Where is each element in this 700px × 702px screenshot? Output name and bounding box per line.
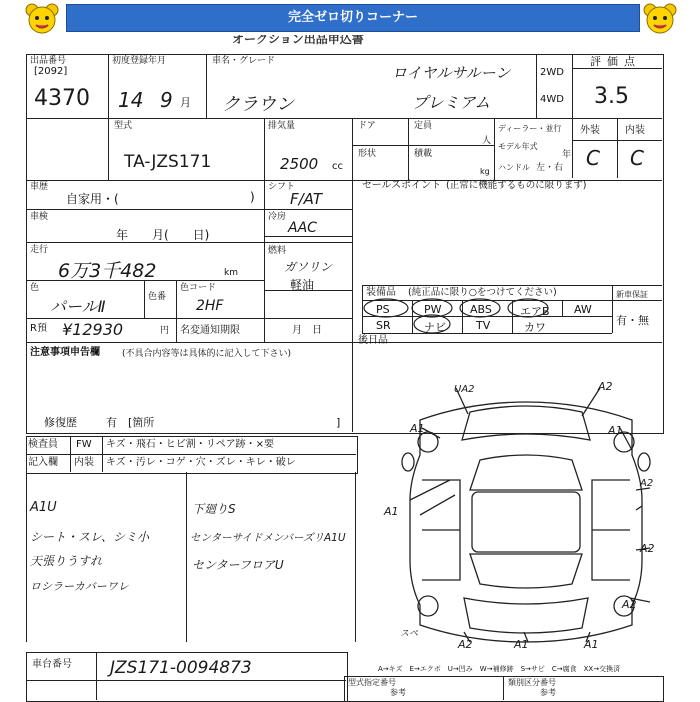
car-history-label: 車歴	[30, 182, 49, 192]
lot-number: 4370	[34, 86, 90, 111]
chassis-value: JZS171-0094873	[110, 658, 252, 678]
mascot-right-icon	[642, 2, 678, 36]
equipment-tv: TV	[476, 319, 491, 332]
note-right-3: センターフロアU	[192, 558, 284, 572]
fill-label: 記入欄	[28, 457, 58, 468]
repair-value: 有 [箇所	[106, 416, 155, 429]
diag-mark-a1-right: A1	[608, 424, 623, 437]
model-year-label: モデル年式	[498, 142, 538, 151]
warranty-value: 有・無	[616, 314, 649, 327]
interior-items: キズ・汚レ・コゲ・穴・ズレ・キレ・破レ	[106, 457, 296, 468]
exterior-label: 外装	[580, 125, 600, 136]
cc-unit: cc	[332, 161, 343, 172]
month-unit: 月	[180, 96, 191, 109]
rear-label: 後日品	[358, 335, 388, 346]
aircon-label: 冷房	[268, 212, 287, 222]
color-value: パールⅡ	[50, 297, 106, 316]
handle-value: 左・右	[536, 163, 564, 173]
diag-mark-a1-bottom: A1	[514, 638, 529, 651]
note-left-2: シート・スレ、シミ小	[30, 530, 150, 544]
mascot-left-icon	[24, 2, 60, 36]
fw-label: FW	[76, 439, 92, 450]
recycle-value: ¥12930	[62, 320, 124, 339]
first-reg-label: 初度登録年月	[112, 56, 167, 66]
notes-label: 注意事項申告欄	[30, 347, 100, 358]
person-unit: 人	[482, 136, 492, 146]
color-code-label: 色コード	[180, 283, 217, 293]
reference-label-1: 参考	[390, 688, 406, 697]
equipment-hint: (純正品に限り○をつけてください)	[408, 287, 557, 298]
year-unit: 年	[562, 150, 572, 160]
repair-close: ]	[336, 416, 341, 429]
car-history-value: 自家用・(	[66, 192, 119, 206]
inspector-label: 検査員	[28, 439, 58, 450]
first-reg-year: 14	[118, 88, 144, 112]
dealer-label: ディーラー・並行	[498, 124, 562, 133]
equipment-navi: ナビ	[424, 321, 446, 334]
equipment-circles	[360, 296, 560, 346]
first-reg-month: 9	[160, 88, 173, 112]
equipment-ps: PS	[376, 303, 390, 316]
new-car-warranty-label: 新車保証	[616, 290, 648, 299]
note-left-4: ロシラーカバーワレ	[30, 580, 129, 593]
interior-label: 内装	[625, 125, 645, 136]
displacement-value: 2500	[280, 155, 319, 173]
note-left-3: 天張りうすれ	[30, 554, 103, 568]
fuel-label: 燃料	[268, 246, 287, 256]
note-right-1: 下廻りS	[192, 502, 236, 516]
diag-mark-a2-mid: A2	[640, 542, 655, 555]
inspection-label: 車検	[30, 212, 49, 222]
interior-grade: C	[630, 146, 644, 170]
equipment-sr: SR	[376, 319, 391, 332]
equipment-aw: AW	[574, 303, 592, 316]
recycle-label: R預	[30, 323, 47, 334]
type-label: 型式	[114, 121, 133, 131]
chassis-label: 車台番号	[32, 659, 72, 670]
fuel-diesel: 軽油	[290, 278, 315, 292]
yen-unit: 円	[160, 326, 170, 336]
repair-label: 修復歴	[44, 416, 77, 429]
diag-mark-a1-door: A1	[384, 505, 399, 518]
header-partial: オークション出品申込書	[232, 32, 364, 46]
shape-label: 形状	[358, 149, 377, 159]
diag-mark-a2-bottom: A2	[458, 638, 473, 651]
car-name: クラウン	[222, 94, 294, 115]
drive-2wd: 2WD	[540, 67, 564, 78]
equipment-label: 装備品	[366, 287, 396, 298]
color-code-value: 2HF	[196, 298, 224, 314]
load-label: 積載	[414, 149, 433, 159]
diag-mark-a2-rear: A2	[622, 598, 637, 611]
model-label: 車名・グレード	[212, 56, 276, 66]
drive-4wd: 4WD	[540, 94, 564, 105]
equipment-airbag: エアB	[520, 305, 550, 318]
lot-label: 出品番号	[30, 56, 67, 66]
diag-mark-spare: スペ	[400, 629, 419, 639]
name-change-label: 名変通知期限	[180, 325, 240, 336]
diag-mark-a2-top: A2	[598, 380, 613, 393]
diag-mark-a1-left: A1	[410, 422, 425, 435]
grade-line2: プレミアム	[412, 93, 491, 112]
aircon-value: AAC	[288, 220, 317, 236]
note-left-1: A1U	[30, 500, 57, 515]
handle-label: ハンドル	[498, 163, 530, 172]
type-designation-label: 型式指定番号	[348, 678, 396, 687]
fw-items: キズ・飛石・ヒビ割・リペア跡・×要	[106, 439, 274, 450]
shift-label: シフト	[268, 182, 296, 192]
mileage-label: 走行	[30, 245, 49, 255]
score-label: 評価点	[590, 55, 641, 68]
type-value: TA-JZS171	[124, 152, 212, 172]
chassis-legend: A→キズ E→エクボ U→凹み W→補修跡 S→サビ C→腐食 XX→交換済	[378, 665, 621, 673]
km-unit: km	[224, 268, 238, 278]
door-label: ドア	[358, 121, 376, 131]
car-history-close: )	[250, 190, 255, 204]
note-right-2: センターサイドメンバーズリA1U	[190, 532, 346, 544]
diag-mark-ua2: UA2	[454, 384, 475, 395]
fuel-value: ガソリン	[284, 260, 333, 274]
banner-title: 完全ゼロ切りコーナー	[66, 4, 640, 32]
equipment-pw: PW	[424, 303, 442, 316]
score: 3.5	[594, 84, 629, 109]
notes-hint: (不具合内容等は具体的に記入して下さい)	[122, 349, 292, 359]
sales-points-hint: (正常に機能するものに限ります)	[446, 180, 587, 191]
color-no-label: 色番	[148, 292, 167, 302]
diag-mark-a1-bottom-right: A1	[584, 638, 599, 651]
displacement-label: 排気量	[268, 121, 296, 131]
color-label: 色	[30, 283, 40, 293]
capacity-label: 定員	[414, 121, 433, 131]
inspection-value: 年 月( 日)	[116, 228, 210, 242]
reference-label-2: 参考	[540, 688, 556, 697]
lot-code: [2092]	[34, 66, 68, 77]
kg-unit: kg	[480, 167, 490, 176]
grade-line1: ロイヤルサルーン	[392, 64, 511, 82]
mileage-value: 6万3千482	[58, 260, 157, 282]
shift-value: F/AT	[290, 190, 323, 208]
exterior-grade: C	[586, 146, 600, 170]
equipment-leather: カワ	[524, 321, 546, 334]
name-change-value: 月 日	[292, 325, 322, 336]
sales-points-label: セールスポイント	[362, 180, 442, 191]
interior-inspect-label: 内装	[74, 457, 94, 468]
diag-mark-a2-side: A2	[640, 478, 654, 489]
equipment-abs: ABS	[470, 303, 492, 316]
category-label: 類別区分番号	[508, 678, 556, 687]
